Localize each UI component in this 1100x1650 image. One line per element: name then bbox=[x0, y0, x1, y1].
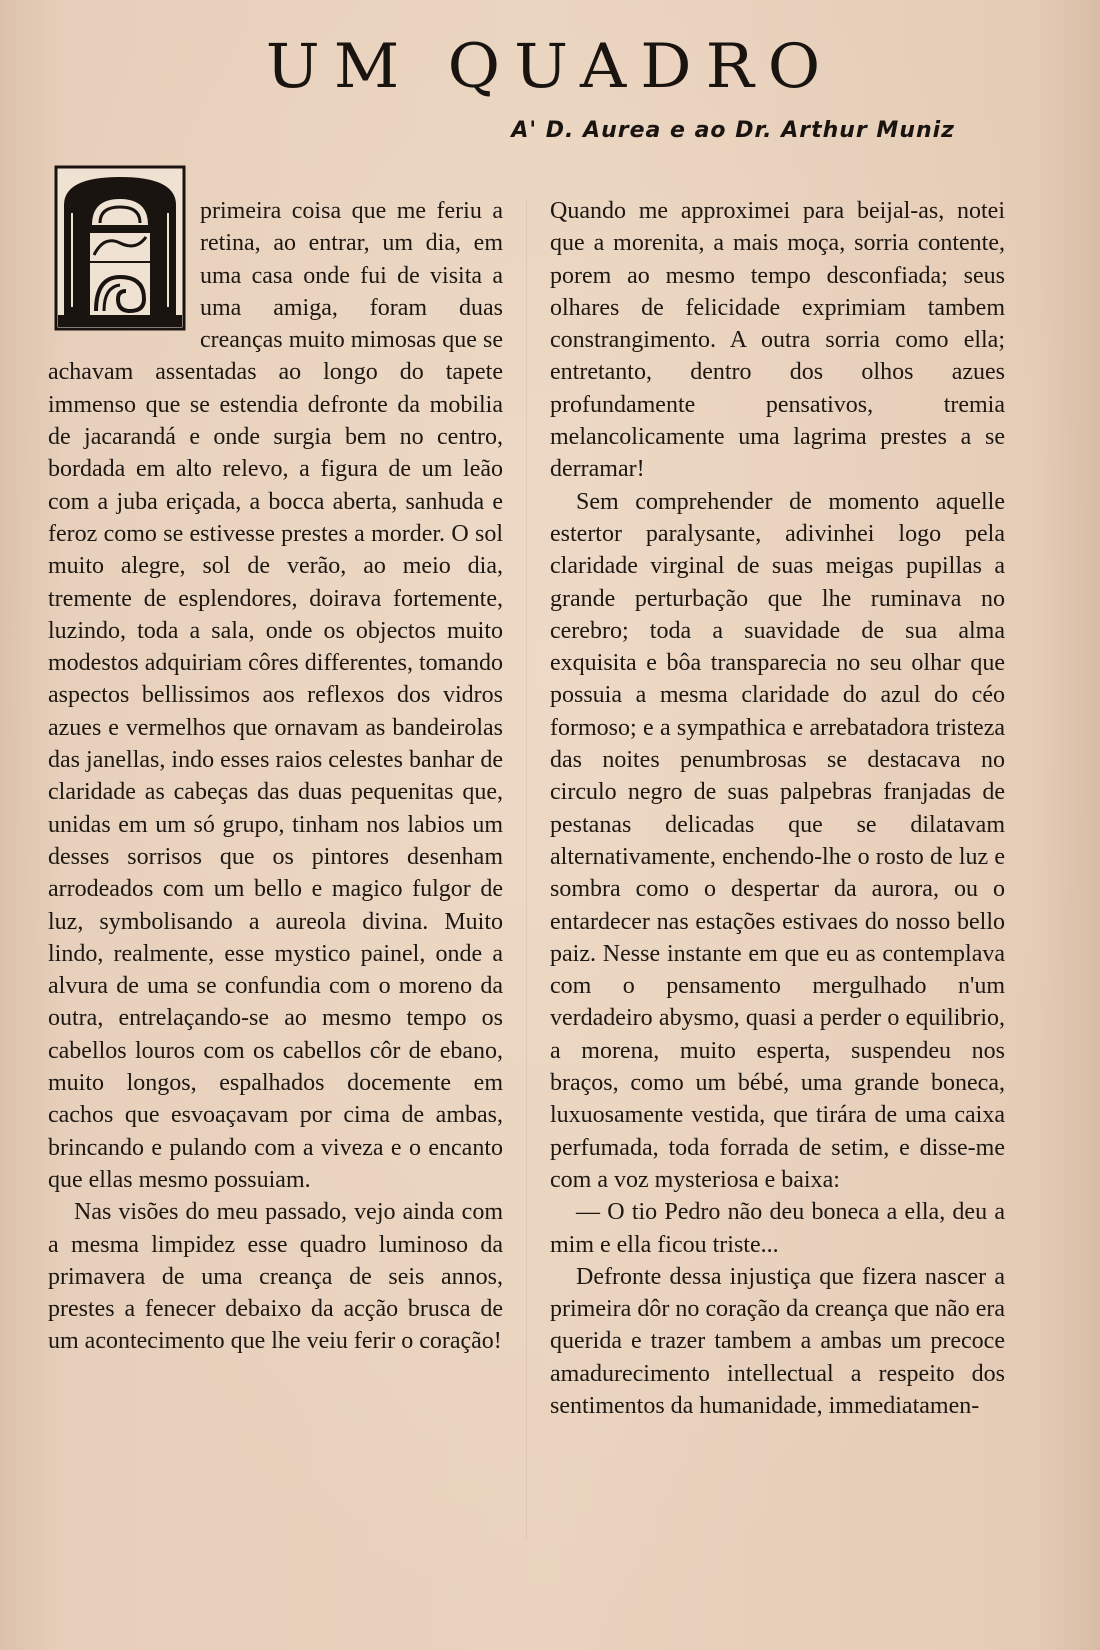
article-title: UM QUADRO bbox=[265, 31, 835, 103]
left-column bbox=[48, 195, 503, 1358]
paragraph: Sem comprehender de momento aquelle estertor paralysante, adivinhei logo pela claridade virginal de suas meigas pupillas a grande perturbação que lhe ruminava no cerebro; toda a suavidade de sua alma exquisita e bôa transparecia no seu olhar que possuia a mesma claridade do azul do céo formoso; e a sympathica e arrebatadora tristeza das noites penumbrosas se destacava no circulo negro de suas palpebras franjadas de pestanas delicadas que se dilatavam alternativamente, enchendo-lhe o rosto de luz e sombra como o despertar da aurora, ou o entardecer nas estações estivaes do nosso bello paiz. Nesse instante em que eu as contemplava com o pensamento mergulhado n'um verdadeiro abysmo, quasi a perder o equilibrio, a morena, muito esperta, suspendeu nos braços, como um bébé, uma grande boneca, luxuosamente vestida, que tirára de uma caixa perfumada, toda forrada de setim, e disse-me com a voz mysteriosa e baixa: bbox=[550, 488, 1005, 1193]
right-column bbox=[550, 195, 1005, 1422]
column-divider bbox=[526, 200, 527, 1540]
paragraph: primeira coisa que me feriu a retina, ao entrar, um dia, em uma casa onde fui de visita a uma amiga, foram duas creanças muito mimosas que se achavam assentadas ao longo do tapete immenso que se estendia defronte da mobilia de jacarandá e onde surgia bem no centro, bordada em alto relevo, a figura de um leão com a juba eriçada, a bocca aberta, sanhuda e feroz como se estivesse prestes a morder. O sol muito alegre, sol de verão, ao meio dia, tremente de esplendores, doirava fortemente, luzindo, toda a sala, onde os objectos muito modestos adquiriam côres differentes, tomando aspectos bellissimos aos reflexos dos vidros azues e vermelhos que ornavam as bandeirolas das janellas, indo esses raios celestes banhar de claridade as cabeças das duas pequenitas que, unidas em um só grupo, tinham nos labios um desses sorrisos que os pintores desenham arrodeados com um bello e magico fulgor de luz, symbolisando a aureola divina. Muito lindo, realmente, esse mystico painel, onde a alvura de uma se confundia com o moreno da outra, entrelaçando-se ao mesmo tempo os cabellos louros com os cabellos côr de ebano, muito longos, espalhados docemente em cachos que esvoaçavam por cima de ambas, brincando e pulando com a viveza e o encanto que ellas mesmo possuiam. bbox=[48, 198, 503, 1193]
paragraph: Nas visões do meu passado, vejo ainda com a mesma limpidez esse quadro luminoso da primavera de uma creança de seis annos, prestes a fenecer debaixo da acção brusca de um acontecimento que lhe veiu ferir o coração! bbox=[48, 1199, 503, 1355]
paragraph: Quando me approximei para beijal-as, notei que a morenita, a mais moça, sorria contente, porem ao mesmo tempo desconfiada; seus olhares de felicidade exprimiam tambem constrangimento. A outra sorria como ella; entretanto, dentro dos olhos azues profundamente pensativos, tremia melancolicamente uma lagrima prestes a se derramar! bbox=[550, 198, 1005, 483]
ornamental-initial-a-icon bbox=[54, 165, 186, 331]
dialogue-line: — O tio Pedro não deu boneca a ella, deu a mim e ella ficou triste... bbox=[550, 1199, 1005, 1258]
article-dedication: A' D. Aurea e ao Dr. Arthur Muniz bbox=[511, 118, 955, 143]
paragraph: Defronte dessa injustiça que fizera nascer a primeira dôr no coração da creança que não era querida e trazer tambem a ambas um precoce amadurecimento intellectual a respeito dos sentimentos da humanidade, immediatamen- bbox=[550, 1263, 1005, 1419]
